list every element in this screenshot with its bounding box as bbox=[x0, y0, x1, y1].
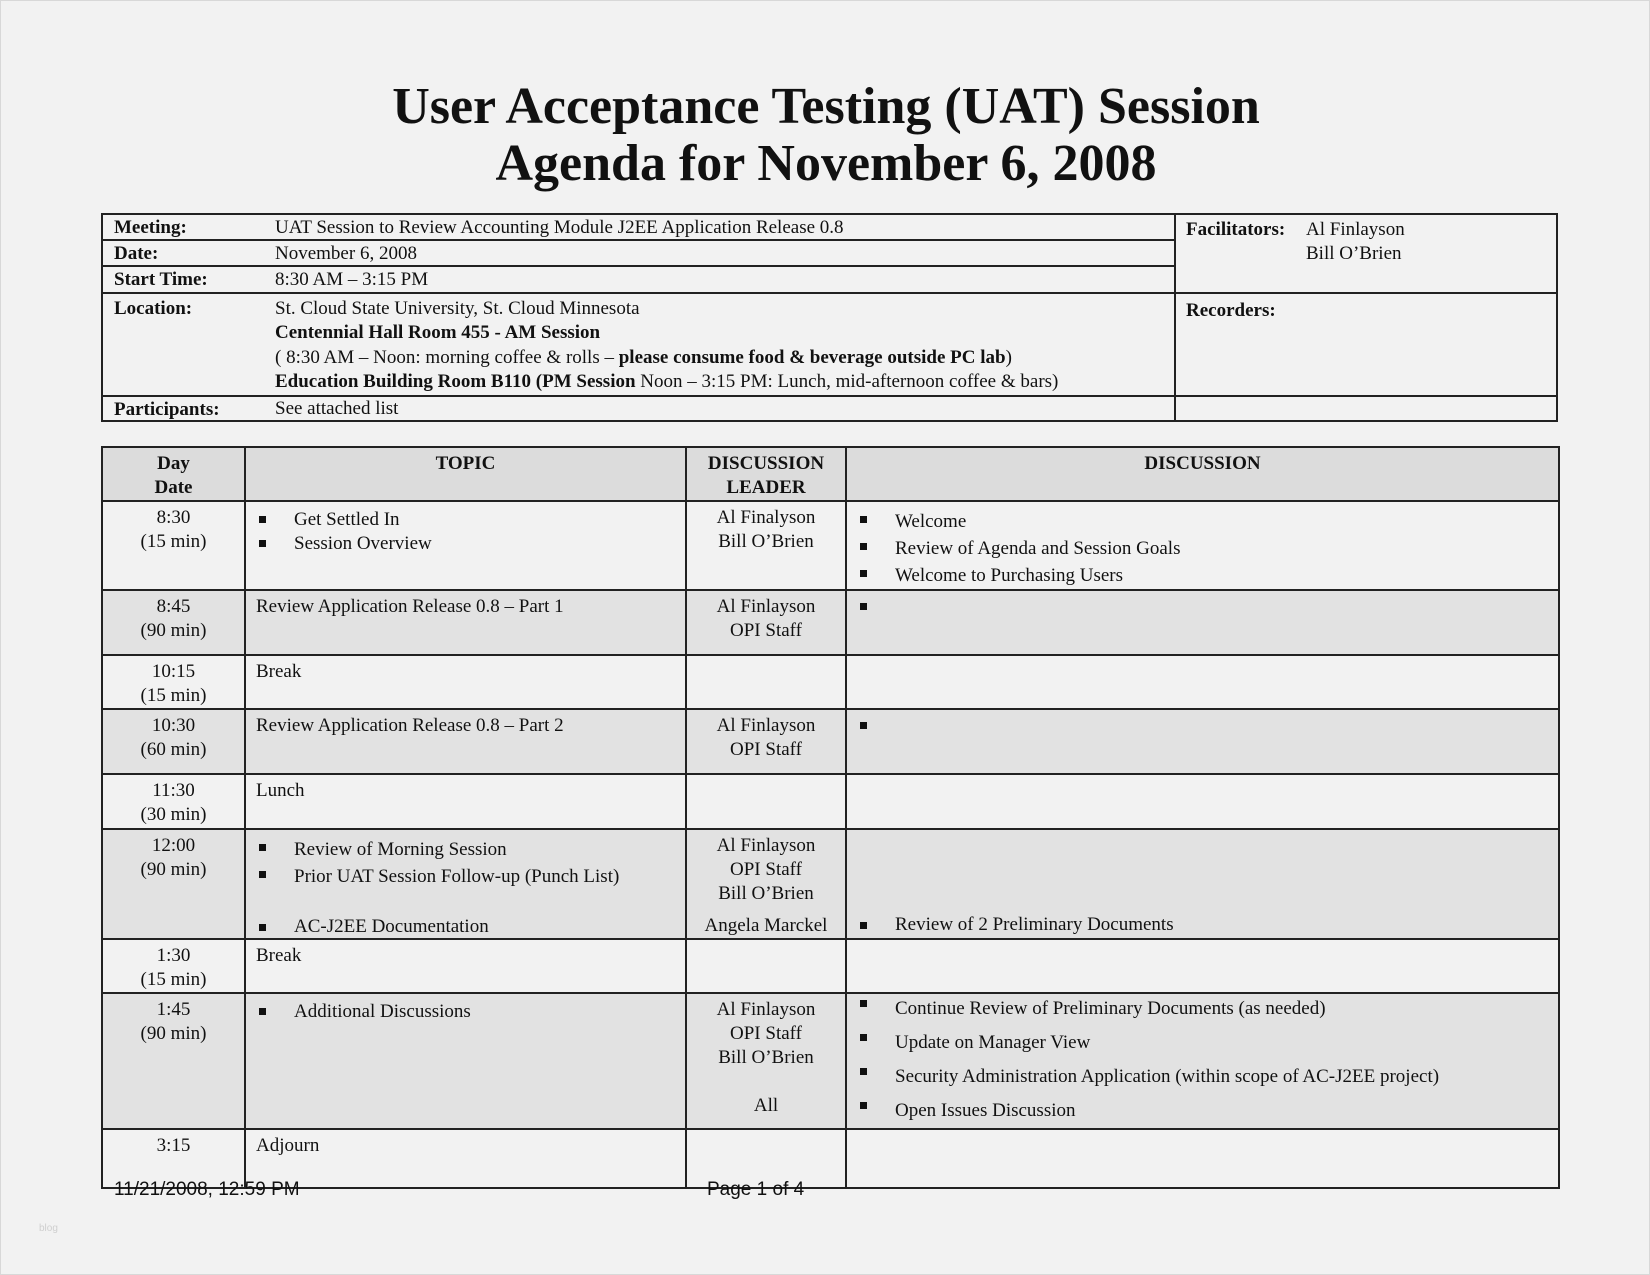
time-cell: 11:30 (30 min) bbox=[102, 774, 245, 829]
topic-bullet: Additional Discussions bbox=[256, 1000, 685, 1024]
time-cell: 10:30 (60 min) bbox=[102, 709, 245, 774]
table-row bbox=[102, 501, 1559, 590]
time-cell: 12:00 (90 min) bbox=[102, 829, 245, 939]
table-row bbox=[102, 939, 1559, 993]
location-line1: St. Cloud State University, St. Cloud Minnesota bbox=[275, 298, 640, 319]
header-day-date: Day Date bbox=[102, 447, 245, 501]
topic-cell: Break bbox=[245, 939, 686, 993]
location-line3: ( 8:30 AM – Noon: morning coffee & rolls – please consume food & beverage outside PC lab) bbox=[275, 347, 1012, 368]
recorders-label: Recorders: bbox=[1186, 300, 1276, 321]
location-line2: Centennial Hall Room 455 - AM Session bbox=[275, 322, 601, 343]
date-value: November 6, 2008 bbox=[275, 243, 417, 264]
discussion-cell bbox=[846, 939, 1559, 993]
footer-timestamp: 11/21/2008, 12:59 PM bbox=[114, 1179, 300, 1200]
discussion-cell bbox=[846, 1129, 1559, 1188]
discussion-cell bbox=[846, 774, 1559, 829]
table-row bbox=[102, 1129, 1559, 1188]
topic-bullet: Review of Morning Session bbox=[256, 836, 685, 863]
discussion-bullet bbox=[857, 714, 1558, 738]
date-label: Date: bbox=[114, 243, 159, 264]
table-row bbox=[102, 829, 1559, 939]
facilitator-name: Al Finlayson bbox=[1306, 219, 1405, 240]
table-row bbox=[102, 774, 1559, 829]
leader-cell: Al Finlayson OPI Staff Bill O’Brien Angela Marckel bbox=[686, 829, 846, 939]
header-discussion-leader: DISCUSSION LEADER bbox=[686, 447, 846, 501]
location-label: Location: bbox=[114, 298, 193, 319]
facilitators-label: Facilitators: bbox=[1186, 219, 1286, 240]
leader-cell: Al Finlayson OPI Staff bbox=[686, 709, 846, 774]
discussion-cell bbox=[846, 501, 1559, 590]
table-row bbox=[102, 993, 1559, 1129]
discussion-bullet: Security Administration Application (within scope of AC-J2EE project) bbox=[857, 1060, 1558, 1094]
topic-cell bbox=[245, 501, 686, 590]
discussion-bullet: Continue Review of Preliminary Documents (as needed) bbox=[857, 992, 1558, 1026]
discussion-bullet: Welcome bbox=[857, 508, 1558, 535]
table-row bbox=[102, 590, 1559, 655]
start-time-label: Start Time: bbox=[114, 269, 208, 290]
topic-cell: Adjourn bbox=[245, 1129, 686, 1188]
discussion-cell bbox=[846, 829, 1559, 939]
discussion-bullet: Welcome to Purchasing Users bbox=[857, 562, 1558, 589]
start-time-value: 8:30 AM – 3:15 PM bbox=[275, 269, 429, 290]
time-cell: 8:45 (90 min) bbox=[102, 590, 245, 655]
discussion-bullet: Open Issues Discussion bbox=[857, 1094, 1558, 1128]
topic-cell bbox=[245, 829, 686, 939]
leader-cell: Al Finalyson Bill O’Brien bbox=[686, 501, 846, 590]
header-topic: TOPIC bbox=[245, 447, 686, 501]
discussion-bullet: Update on Manager View bbox=[857, 1026, 1558, 1060]
meeting-label: Meeting: bbox=[114, 217, 187, 238]
topic-bullet: Prior UAT Session Follow-up (Punch List) bbox=[256, 863, 685, 890]
document-title-line1: User Acceptance Testing (UAT) Session bbox=[392, 78, 1260, 135]
topic-bullet: AC-J2EE Documentation bbox=[256, 916, 685, 938]
discussion-bullet: Review of 2 Preliminary Documents bbox=[857, 914, 1558, 936]
meeting-info-box bbox=[101, 213, 1558, 422]
agenda-table bbox=[101, 446, 1560, 1189]
discussion-cell bbox=[846, 993, 1559, 1129]
time-cell: 3:15 bbox=[102, 1129, 245, 1188]
discussion-bullet: Review of Agenda and Session Goals bbox=[857, 535, 1558, 562]
time-cell: 10:15 (15 min) bbox=[102, 655, 245, 709]
meeting-value: UAT Session to Review Accounting Module J2EE Application Release 0.8 bbox=[275, 217, 844, 238]
time-cell: 1:45 (90 min) bbox=[102, 993, 245, 1129]
leader-cell: Al Finlayson OPI Staff bbox=[686, 590, 846, 655]
location-line4: Education Building Room B110 (PM Session Noon – 3:15 PM: Lunch, mid-afternoon coffee & bars) bbox=[275, 371, 1059, 392]
topic-cell: Review Application Release 0.8 – Part 2 bbox=[245, 709, 686, 774]
footer-page-number: Page 1 of 4 bbox=[707, 1179, 805, 1200]
discussion-bullet bbox=[857, 595, 1558, 619]
table-row bbox=[102, 655, 1559, 709]
topic-bullet: Get Settled In bbox=[256, 508, 685, 532]
table-header-row bbox=[102, 447, 1559, 501]
topic-cell: Break bbox=[245, 655, 686, 709]
time-cell: 1:30 (15 min) bbox=[102, 939, 245, 993]
document-title-line2: Agenda for November 6, 2008 bbox=[495, 135, 1157, 192]
topic-cell: Lunch bbox=[245, 774, 686, 829]
discussion-cell bbox=[846, 655, 1559, 709]
leader-cell bbox=[686, 655, 846, 709]
discussion-cell bbox=[846, 590, 1559, 655]
facilitator-name: Bill O’Brien bbox=[1306, 243, 1402, 264]
leader-cell bbox=[686, 774, 846, 829]
header-discussion: DISCUSSION bbox=[846, 447, 1559, 501]
participants-label: Participants: bbox=[114, 399, 220, 420]
time-cell: 8:30 (15 min) bbox=[102, 501, 245, 590]
watermark: blog bbox=[39, 1223, 58, 1234]
leader-cell bbox=[686, 939, 846, 993]
table-row bbox=[102, 709, 1559, 774]
topic-cell: Review Application Release 0.8 – Part 1 bbox=[245, 590, 686, 655]
discussion-cell bbox=[846, 709, 1559, 774]
topic-bullet: Session Overview bbox=[256, 532, 685, 556]
participants-value: See attached list bbox=[275, 398, 399, 419]
topic-cell bbox=[245, 993, 686, 1129]
leader-cell: Al Finlayson OPI Staff Bill O’Brien All bbox=[686, 993, 846, 1129]
